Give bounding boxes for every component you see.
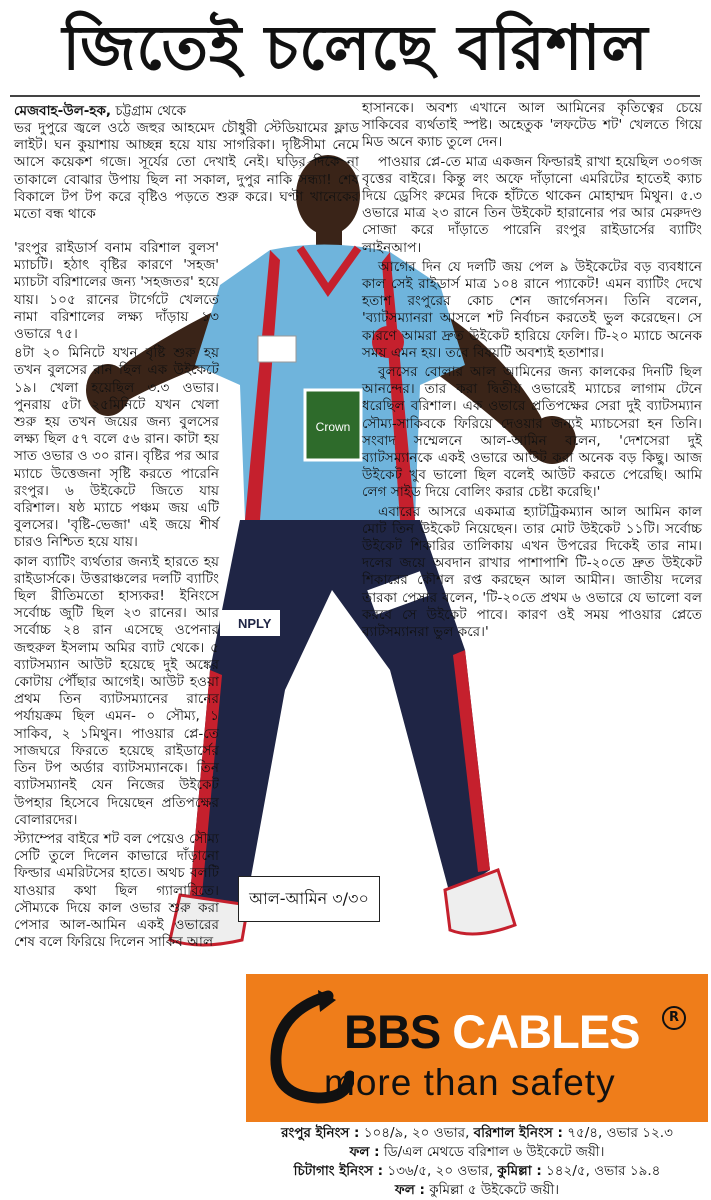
left-paragraph: 'রংপুর রাইডার্স বনাম বরিশাল বুলস' ম্যাচটি। হঠাৎ বৃষ্টির কারণে 'সহজ' ম্যাচটা বরিশালের জন্য 'সহজতর' হয়ে যায়। ১০৫ রানের টার্গেটে খেলতে নামা বরিশালের লক্ষ্য দাঁড়ায় ১৩ ওভারে ৭৫।	[14, 240, 219, 343]
ad-brand	[344, 1004, 640, 1059]
score-line	[246, 1181, 708, 1200]
left-column	[14, 240, 219, 953]
score-team: ফল :	[349, 1144, 380, 1160]
right-paragraph: আগের দিন যে দলটি জয় পেল ৯ উইকেটের বড় ব্যবধানে কাল সেই রাইডার্স মাত্র ১০৪ রানে প্যাকেট! এমন ব্যাটিং দেখে হতাশ রংপুরের কোচ শেন জার্গেনসন। তিনি বলেন, 'ব্যাটসম্যানরা আসলে শট নির্বাচন করতেই ভুল করেছেন। সে কারণে আমরা দ্রুত উইকেট হারিয়ে ফেলি। টি-২০ ম্যাচে অনেক সময় এমন হয়। তবে বিষয়টি অবশ্যই হতাশার।	[362, 258, 702, 361]
score-team: চিটাগাং ইনিংস :	[293, 1163, 384, 1179]
ad-tagline: more than safety	[324, 1062, 616, 1103]
score-team: কুমিল্লা :	[497, 1163, 542, 1179]
photo-caption: আল-আমিন ৩/৩০	[238, 876, 380, 922]
ad-brand-bbs: BBS	[344, 1005, 441, 1058]
score-line	[246, 1143, 708, 1162]
byline-place: চট্টগ্রাম থেকে	[111, 103, 187, 119]
headline-rule	[10, 95, 700, 97]
score-value: কুমিল্লা ৫ উইকেটে জয়ী।	[424, 1182, 560, 1198]
right-paragraph: এবারের আসরে একমাত্র হ্যাটট্রিকম্যান আল আমিন কাল মোট তিন উইকেট নিয়েছেন। তার মোট উইকেট ১১টি। সর্বোচ্চ উইকেট শিকারির তালিকায় এখন উপরের দিকেই তার নাম। দলের জয়ে অবদান রাখার পাশাপাশি টি-২০তে দ্রুত উইকেট শিকারের কৌশল রপ্ত করছেন আল আমীন। জাতীয় দলের তারকা পেসার বলেন, 'টি-২০তে প্রথম ৬ ওভারে যে ভালো বল করবে সে উইকেট পাবে। কারণ ওই সময় পাওয়ার প্লেতে ব্যাটসম্যানরা ভুল করে।'	[362, 503, 702, 641]
left-paragraph: ৪টা ২০ মিনিটে যখন বৃষ্টি শুরু হয় তখন বুলসের রান ছিল এক উইকেটে ১৯। খেলা হয়েছিল ৩.৩ ওভার। পুনরায় ৫টা ২৫মিনিটে যখন খেলা শুরু হয় তখন জয়ের জন্য বুলসের লক্ষ্য ছিল ৫৭ বলে ৫৬ রান। কাটা হয় সাত ওভার ও ৩০ রান। বৃষ্টির পর আর ম্যাচে উত্তেজনা সৃষ্টি করতে পারেনি রংপুর। ৬ উইকেটে জিতে যায় বরিশাল। ষষ্ঠ ম্যাচে পঞ্চম জয় এটি বুলসের। 'বৃষ্টি-ভেজা' এই জয়ে শীর্ষ চারও নিশ্চিত হয়ে যায়।	[14, 345, 219, 551]
score-line	[246, 1162, 708, 1181]
scoreboard	[246, 1124, 708, 1200]
registered-mark: R	[662, 1006, 686, 1030]
trouser-logo-left: NP	[238, 616, 257, 631]
trouser-logo-right: LY	[256, 616, 272, 631]
score-value: ১৩৬/৫, ২০ ওভার,	[383, 1163, 498, 1179]
right-paragraph: হাসানকে। অবশ্য এখানে আল আমিনের কৃতিত্বের চেয়ে সাকিবের ব্যর্থতাই স্পষ্ট। অহেতুক 'লফটেড শট' খেলতে গিয়ে মিড অনে ক্যাচ তুলে দেন।	[362, 100, 702, 151]
left-top-text	[14, 120, 359, 225]
ad-brand-cables: CABLES	[452, 1005, 640, 1058]
score-team: রংপুর ইনিংস :	[281, 1125, 360, 1141]
score-team: বরিশাল ইনিংস :	[473, 1125, 563, 1141]
right-paragraph: বুলসের বোলার আল আমিনের জন্য কালকের দিনটি ছিল আনন্দের। তার করা দ্বিতীয় ওভারেই ম্যাচের লাগাম টেনে ধরেছিল বরিশাল। এক ওভারে প্রতিপক্ষের সেরা দুই ব্যাটসম্যান সৌম্য-সাকিবকে ফিরিয়ে দেওয়ার জন্যই ম্যাচসেরা হন তিনি। সংবাদ সম্মেলনে আল-আমিন বলেন, 'দেশসেরা দুই ব্যাটসম্যানকে একই ওভারে আউট করা অনেক বড় কিছু। আজ উইকেট খুব ভালো ছিল বলেই আউট করতে পেরেছি। আমি লেগ সাইড দিয়ে বোলিং করার চেষ্টা করেছি।'	[362, 364, 702, 501]
headline: জিতেই চলেছে বরিশাল	[62, 11, 649, 84]
left-top-paragraph: ভর দুপুরে জ্বলে ওঠে জহুর আহমেদ চৌধুরী স্টেডিয়ামের ফ্লাড লাইট। ঘন কুয়াশায় আচ্ছন্ন হয়ে যায় সাগরিকা। দৃষ্টিসীমা নেমে আসে কয়েকশ গজে। সূর্যের তো দেখাই নেই। ঘড়ির দিকে না তাকালে বোঝার উপায় ছিল না সকাল, দুপুর নাকি সন্ধ্যা! শেষ বিকালে টপ টপ করে বৃষ্টিও পড়তে শুরু করে। ঘণ্টা খানেকের মতো বন্ধ থাকে	[14, 120, 359, 223]
right-column	[362, 100, 702, 643]
score-team: ফল :	[394, 1182, 425, 1198]
right-paragraph: পাওয়ার প্লে-তে মাত্র একজন ফিল্ডারই রাখা হয়েছিল ৩০গজ বৃত্তের বাইরে। কিন্তু লং অফে দাঁড়ানো এমরিটের হাতেই ক্যাচ দিয়ে ড্রেসিং রুমের দিকে হাঁটতে থাকেন মোহাম্মদ মিথুন। ৫.৩ ওভারে মাত্র ২৩ রানে তিন উইকেট হারানোর পর আর মেরুদণ্ড সোজা করে দাঁড়াতে পারেনি রংপুর রাইডার্সের ব্যাটিং লাইনআপ।	[362, 153, 702, 256]
byline-name: মেজবাহ-উল-হক,	[14, 103, 112, 119]
jersey-sponsor: Crown	[315, 420, 351, 434]
score-value: ৭৫/৪, ওভার ১২.৩	[562, 1125, 673, 1141]
left-paragraph: কাল ব্যাটিং ব্যর্থতার জন্যই হারতে হয় রাইডার্সকে। উত্তরাঞ্চলের দলটি ব্যাটিং ছিল রীতিমতো হাস্যকর! ইনিংসে সর্বোচ্চ জুটি ছিল ২৩ রানের। আর সর্বোচ্চ ২৪ রান এসেছে ওপেনার জহুরুল ইসলাম অমির ব্যাট থেকে। ৫ ব্যাটসম্যান আউট হয়েছে দুই অঙ্কের কোটায় পৌঁছার আগেই। আউট হওয়া প্রথম তিন ব্যাটসম্যানের রানের পর্যায়ক্রম ছিল এমন- ০ সৌম্য, ১ সাকিব, ২ ১মিথুন। পাওয়ার প্লে-তে সাজঘরে ফিরতে হয়েছে রাইডার্সের তিন টপ অর্ডার ব্যাটসম্যানকে। তিন ব্যাটসম্যানই যেন নিজের উইকেট উপহার হিসেবে দিয়েছেন প্রতিপক্ষের বোলারদের।	[14, 553, 219, 828]
left-paragraph: স্ট্যাম্পের বাইরে শট বল পেয়েও সৌম্য সেটি তুলে দিলেন কাভারে দাঁড়ানো ফিল্ডার এমরিটসের হাতে। অথচ বলটি যাওয়ার কথা ছিল গ্যালারিতে। সৌম্যকে দিয়ে কাল ওভার শুরু করা পেসার আল-আমিন একই ওভারের শেষ বলে ফিরিয়ে দিলেন সাকিব আল	[14, 830, 219, 951]
bbs-cables-ad	[246, 974, 708, 1122]
score-line	[246, 1124, 708, 1143]
score-value: ১৪২/৫, ওভার ১৯.৪	[541, 1163, 661, 1179]
score-value: ডি/এল মেথডে বরিশাল ৬ উইকেটে জয়ী।	[379, 1144, 605, 1160]
score-value: ১০৪/৯, ২০ ওভার,	[359, 1125, 474, 1141]
